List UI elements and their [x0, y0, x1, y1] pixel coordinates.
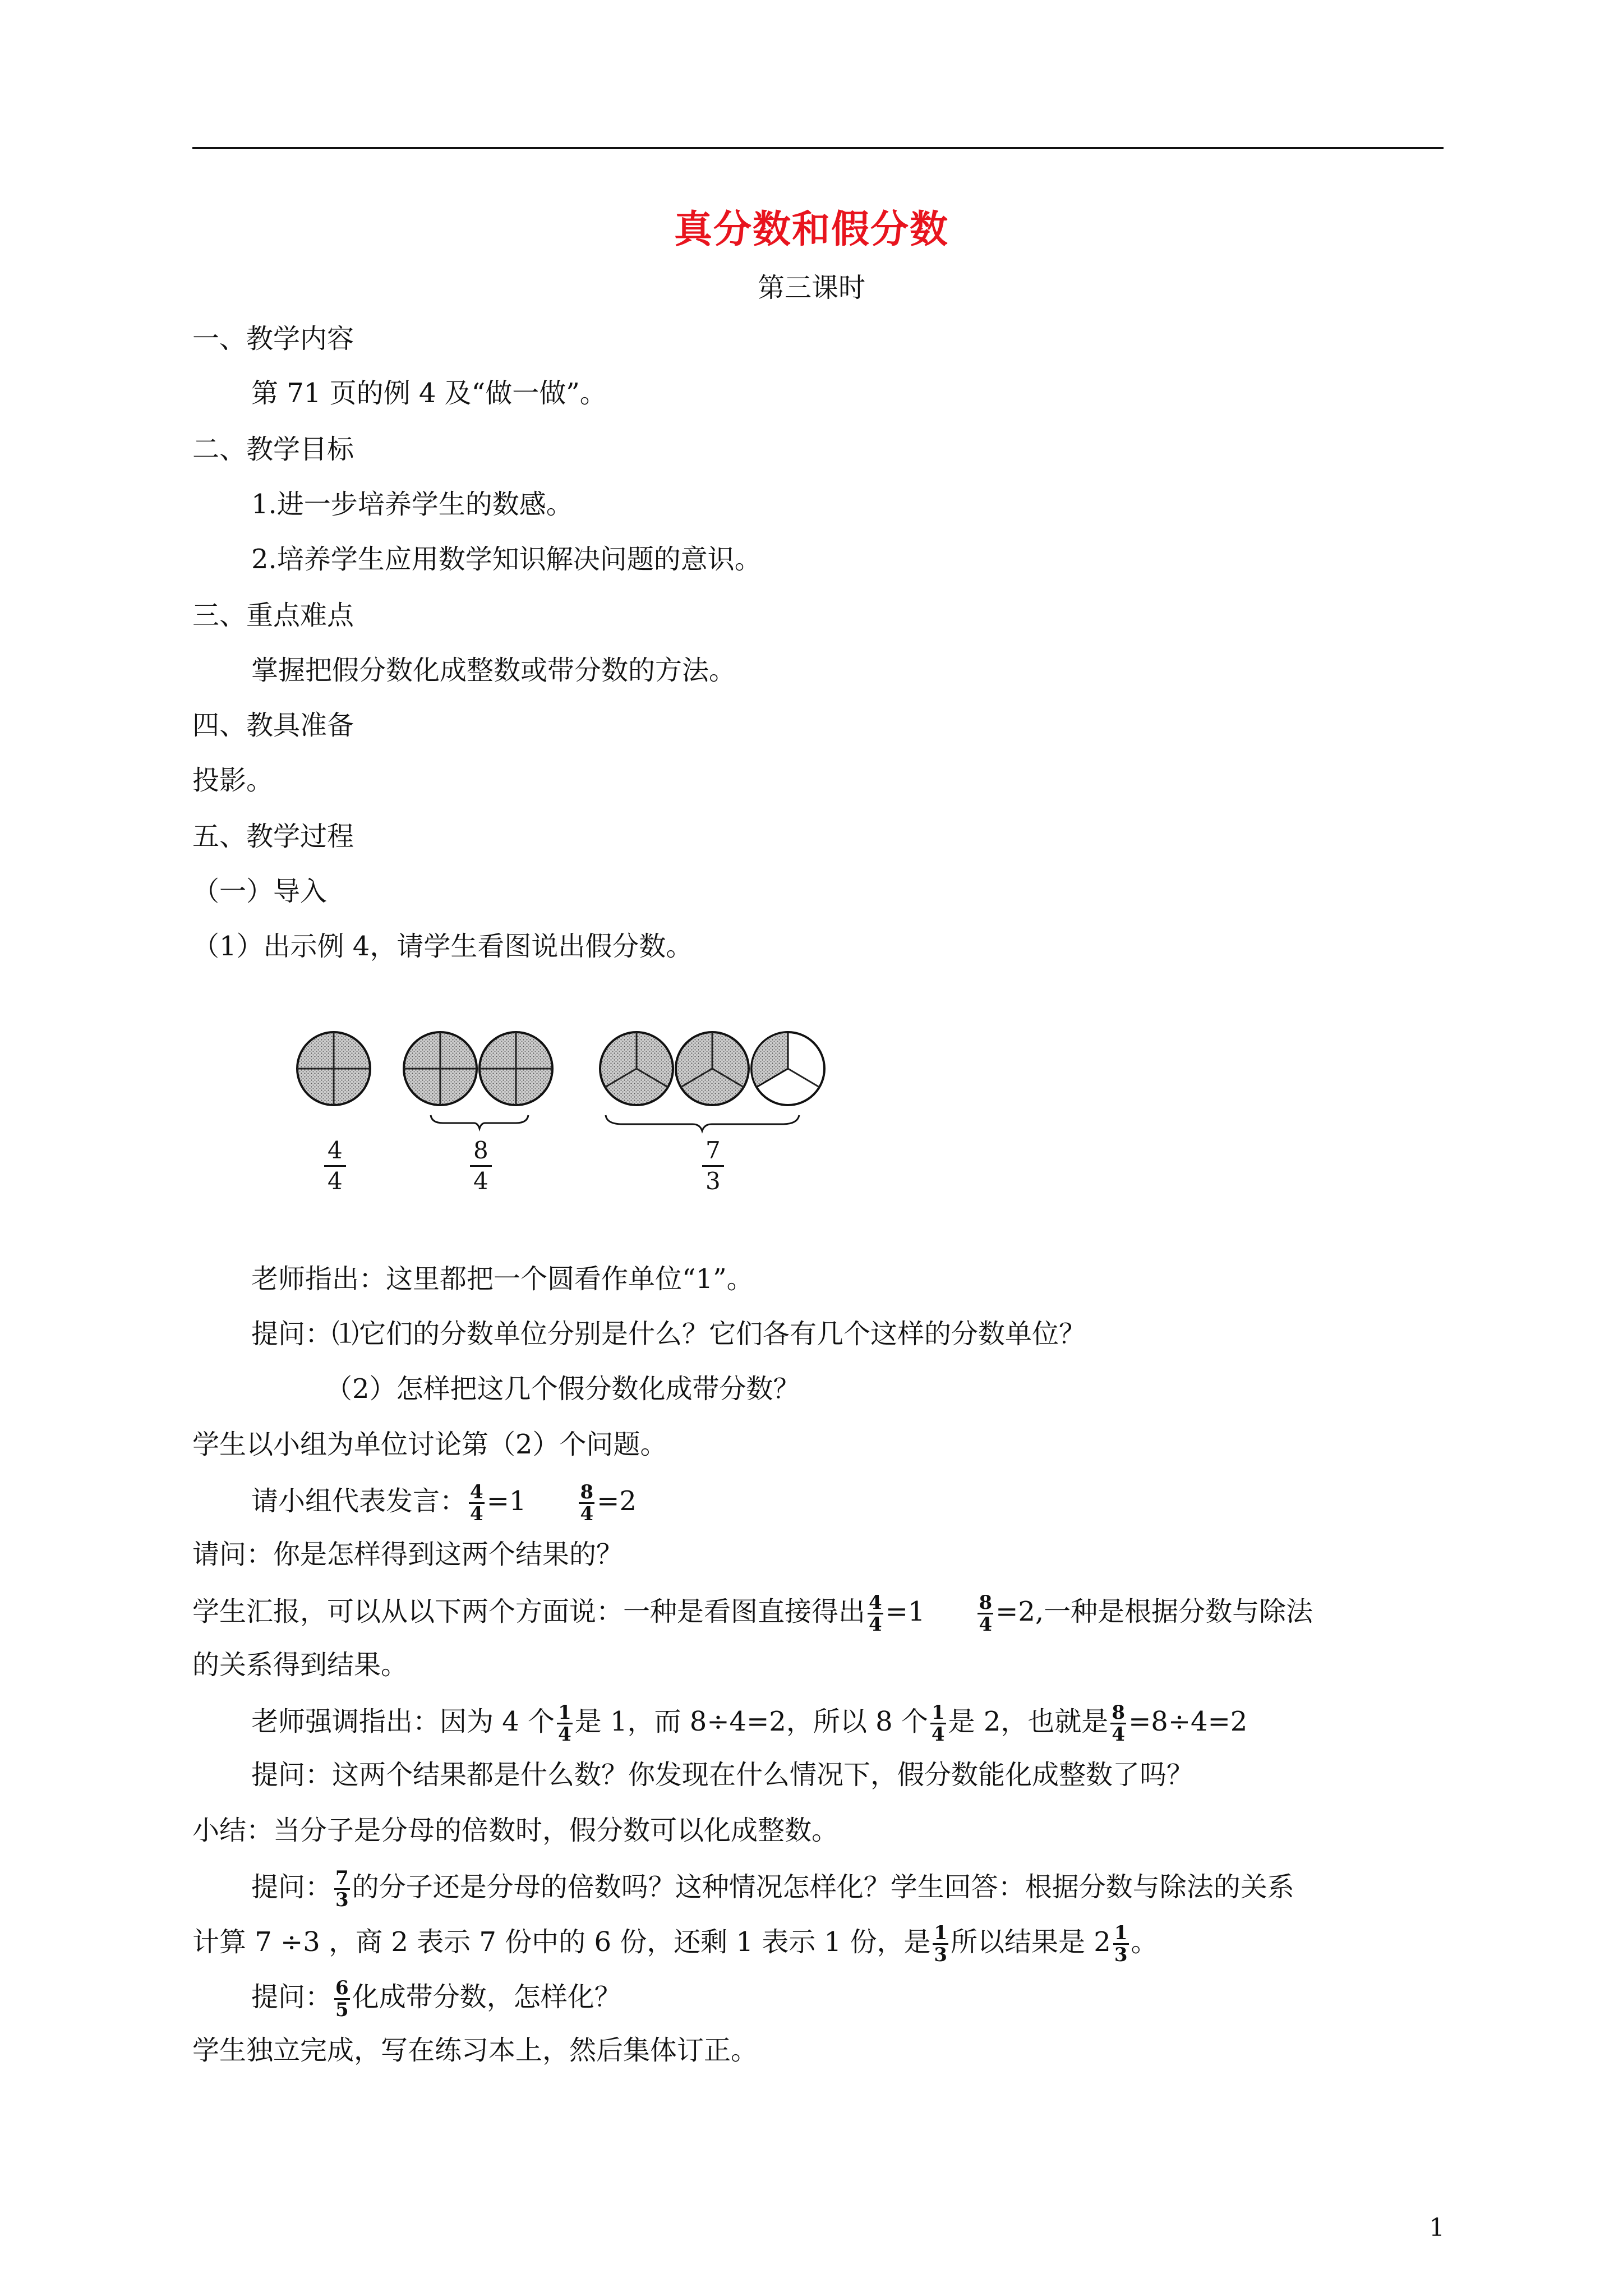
- fraction-circles-figure: [280, 1015, 897, 1203]
- student-report-line: [192, 1593, 1313, 1634]
- section-focus-body: 掌握把假分数化成整数或带分数的方法。: [251, 655, 736, 686]
- section-heading-focus: 三、重点难点: [192, 600, 354, 631]
- question-5-lead: 提问：: [251, 1981, 333, 2013]
- fraction-8-4: [579, 1483, 594, 1524]
- emphasis-text-c: 是 2，也就是: [948, 1706, 1109, 1737]
- equals-1: =1: [486, 1485, 527, 1517]
- group-discussion: 学生以小组为单位讨论第（2）个问题。: [192, 1429, 667, 1460]
- fraction-denominator: 4: [979, 1613, 993, 1636]
- fraction-numerator: 8: [580, 1481, 594, 1503]
- fraction-numerator: 1: [934, 1922, 948, 1944]
- page-title: 真分数和假分数: [674, 207, 949, 252]
- section-heading-content: 一、教学内容: [192, 323, 354, 355]
- fraction-denominator: 4: [580, 1503, 594, 1525]
- goal-item-2: 2.培养学生应用数学知识解决问题的意识。: [251, 544, 762, 575]
- calc-text-c: 。: [1131, 1926, 1158, 1958]
- question-3: 提问：这两个结果都是什么数？你发现在什么情况下，假分数能化成整数了吗？: [251, 1759, 1194, 1791]
- question-4-text: 的分子还是分母的倍数吗？这种情况怎样化？学生回答：根据分数与除法的关系: [352, 1871, 1294, 1903]
- equals-1: =1: [885, 1596, 925, 1627]
- figure-label-3-numerator: 7: [702, 1136, 724, 1167]
- goal-item-1: 1.进一步培养学生的数感。: [251, 489, 573, 520]
- section-content-body: 第 71 页的例 4 及“做一做”。: [251, 378, 607, 409]
- report-tail: =2,一种是根据分数与除法: [995, 1596, 1313, 1627]
- fraction-1-3: [933, 1924, 948, 1964]
- equals-2: =2: [597, 1485, 637, 1517]
- calc-text-b: 所以结果是 2: [951, 1926, 1111, 1958]
- fraction-denominator: 4: [931, 1723, 945, 1746]
- fraction-denominator: 4: [470, 1503, 483, 1525]
- question-4-line: [251, 1869, 1294, 1910]
- section-heading-materials: 四、教具准备: [192, 710, 354, 741]
- fraction-numerator: 8: [979, 1591, 993, 1614]
- question-2: （2）怎样把这几个假分数化成带分数？: [325, 1373, 800, 1405]
- figure-label-3: [702, 1136, 724, 1196]
- subsection-intro: （一）导入: [192, 876, 328, 907]
- figure-label-3-denominator: 3: [706, 1167, 721, 1195]
- fraction-denominator: 3: [335, 1889, 349, 1911]
- fraction-denominator: 4: [1112, 1723, 1126, 1746]
- fraction-numerator: 4: [470, 1481, 483, 1503]
- report-lead: 学生汇报，可以从以下两个方面说：一种是看图直接得出: [192, 1596, 866, 1627]
- section-heading-goals: 二、教学目标: [192, 434, 354, 465]
- teacher-note-1: 老师指出：这里都把一个圆看作单位“1”。: [251, 1263, 754, 1295]
- fraction-denominator: 4: [558, 1723, 571, 1746]
- emphasis-text-d: =8÷4=2: [1128, 1706, 1248, 1737]
- question-1: 提问：⑴它们的分数单位分别是什么？它们各有几个这样的分数单位？: [251, 1318, 1086, 1350]
- header-rule: [192, 147, 1444, 149]
- fraction-denominator: 5: [335, 1999, 349, 2021]
- fraction-denominator: 3: [934, 1944, 948, 1966]
- group-rep-line: [251, 1483, 637, 1524]
- fraction-numerator: 1: [1114, 1922, 1128, 1944]
- figure-label-2-denominator: 4: [473, 1167, 488, 1195]
- step-1: （1）出示例 4，请学生看图说出假分数。: [192, 931, 693, 962]
- section-materials-body: 投影。: [192, 765, 274, 796]
- fraction-denominator: 4: [869, 1613, 882, 1636]
- figure-label-1: [324, 1136, 346, 1196]
- calculation-line: [192, 1924, 1158, 1964]
- page-number: 1: [1429, 2214, 1445, 2242]
- calc-text-a: 计算 7 ÷3 ，商 2 表示 7 份中的 6 份，还剩 1 表示 1 份，是: [192, 1926, 931, 1958]
- circles-svg: [280, 1015, 897, 1200]
- fraction-numerator: 1: [558, 1701, 571, 1724]
- student-report-line-2: 的关系得到结果。: [192, 1649, 408, 1681]
- emphasis-text-b: 是 1，而 8÷4=2，所以 8 个: [574, 1706, 928, 1737]
- fraction-numerator: 1: [931, 1701, 945, 1724]
- section-heading-process: 五、教学过程: [192, 821, 354, 852]
- group-rep-lead: 请小组代表发言：: [251, 1485, 467, 1517]
- figure-label-2-numerator: 8: [470, 1136, 492, 1167]
- circle-group-1: [297, 1032, 370, 1105]
- fraction-1-4: [930, 1703, 946, 1744]
- summary: 小结：当分子是分母的倍数时，假分数可以化成整数。: [192, 1815, 839, 1846]
- fraction-denominator: 3: [1114, 1944, 1128, 1966]
- fraction-1-4: [557, 1703, 573, 1744]
- fraction-numerator: 7: [335, 1867, 349, 1889]
- question-5-line: [251, 1978, 621, 2019]
- fraction-4-4: [469, 1483, 485, 1524]
- emphasis-text-a: 老师强调指出：因为 4 个: [251, 1706, 555, 1737]
- fraction-numerator: 4: [869, 1591, 882, 1614]
- page-subtitle: 第三课时: [757, 272, 865, 303]
- fraction-1-3: [1113, 1924, 1129, 1964]
- fraction-numerator: 6: [335, 1977, 349, 1999]
- fraction-6-5: [334, 1978, 350, 2019]
- figure-label-1-denominator: 4: [328, 1167, 343, 1195]
- fraction-7-3: [334, 1869, 350, 1910]
- circle-group-2: [404, 1032, 552, 1129]
- question-how: 请问：你是怎样得到这两个结果的？: [192, 1539, 624, 1570]
- fraction-8-4: [1110, 1703, 1126, 1744]
- final-instruction: 学生独立完成，写在练习本上，然后集体订正。: [192, 2035, 758, 2066]
- question-5-text: 化成带分数，怎样化？: [352, 1981, 621, 2013]
- teacher-emphasis-line: [251, 1703, 1247, 1744]
- fraction-numerator: 8: [1112, 1701, 1126, 1724]
- fraction-4-4: [868, 1593, 883, 1634]
- figure-label-2: [470, 1136, 492, 1196]
- figure-label-1-numerator: 4: [324, 1136, 346, 1167]
- circle-group-3: [600, 1032, 824, 1131]
- fraction-8-4: [978, 1593, 993, 1634]
- question-4-lead: 提问：: [251, 1871, 333, 1903]
